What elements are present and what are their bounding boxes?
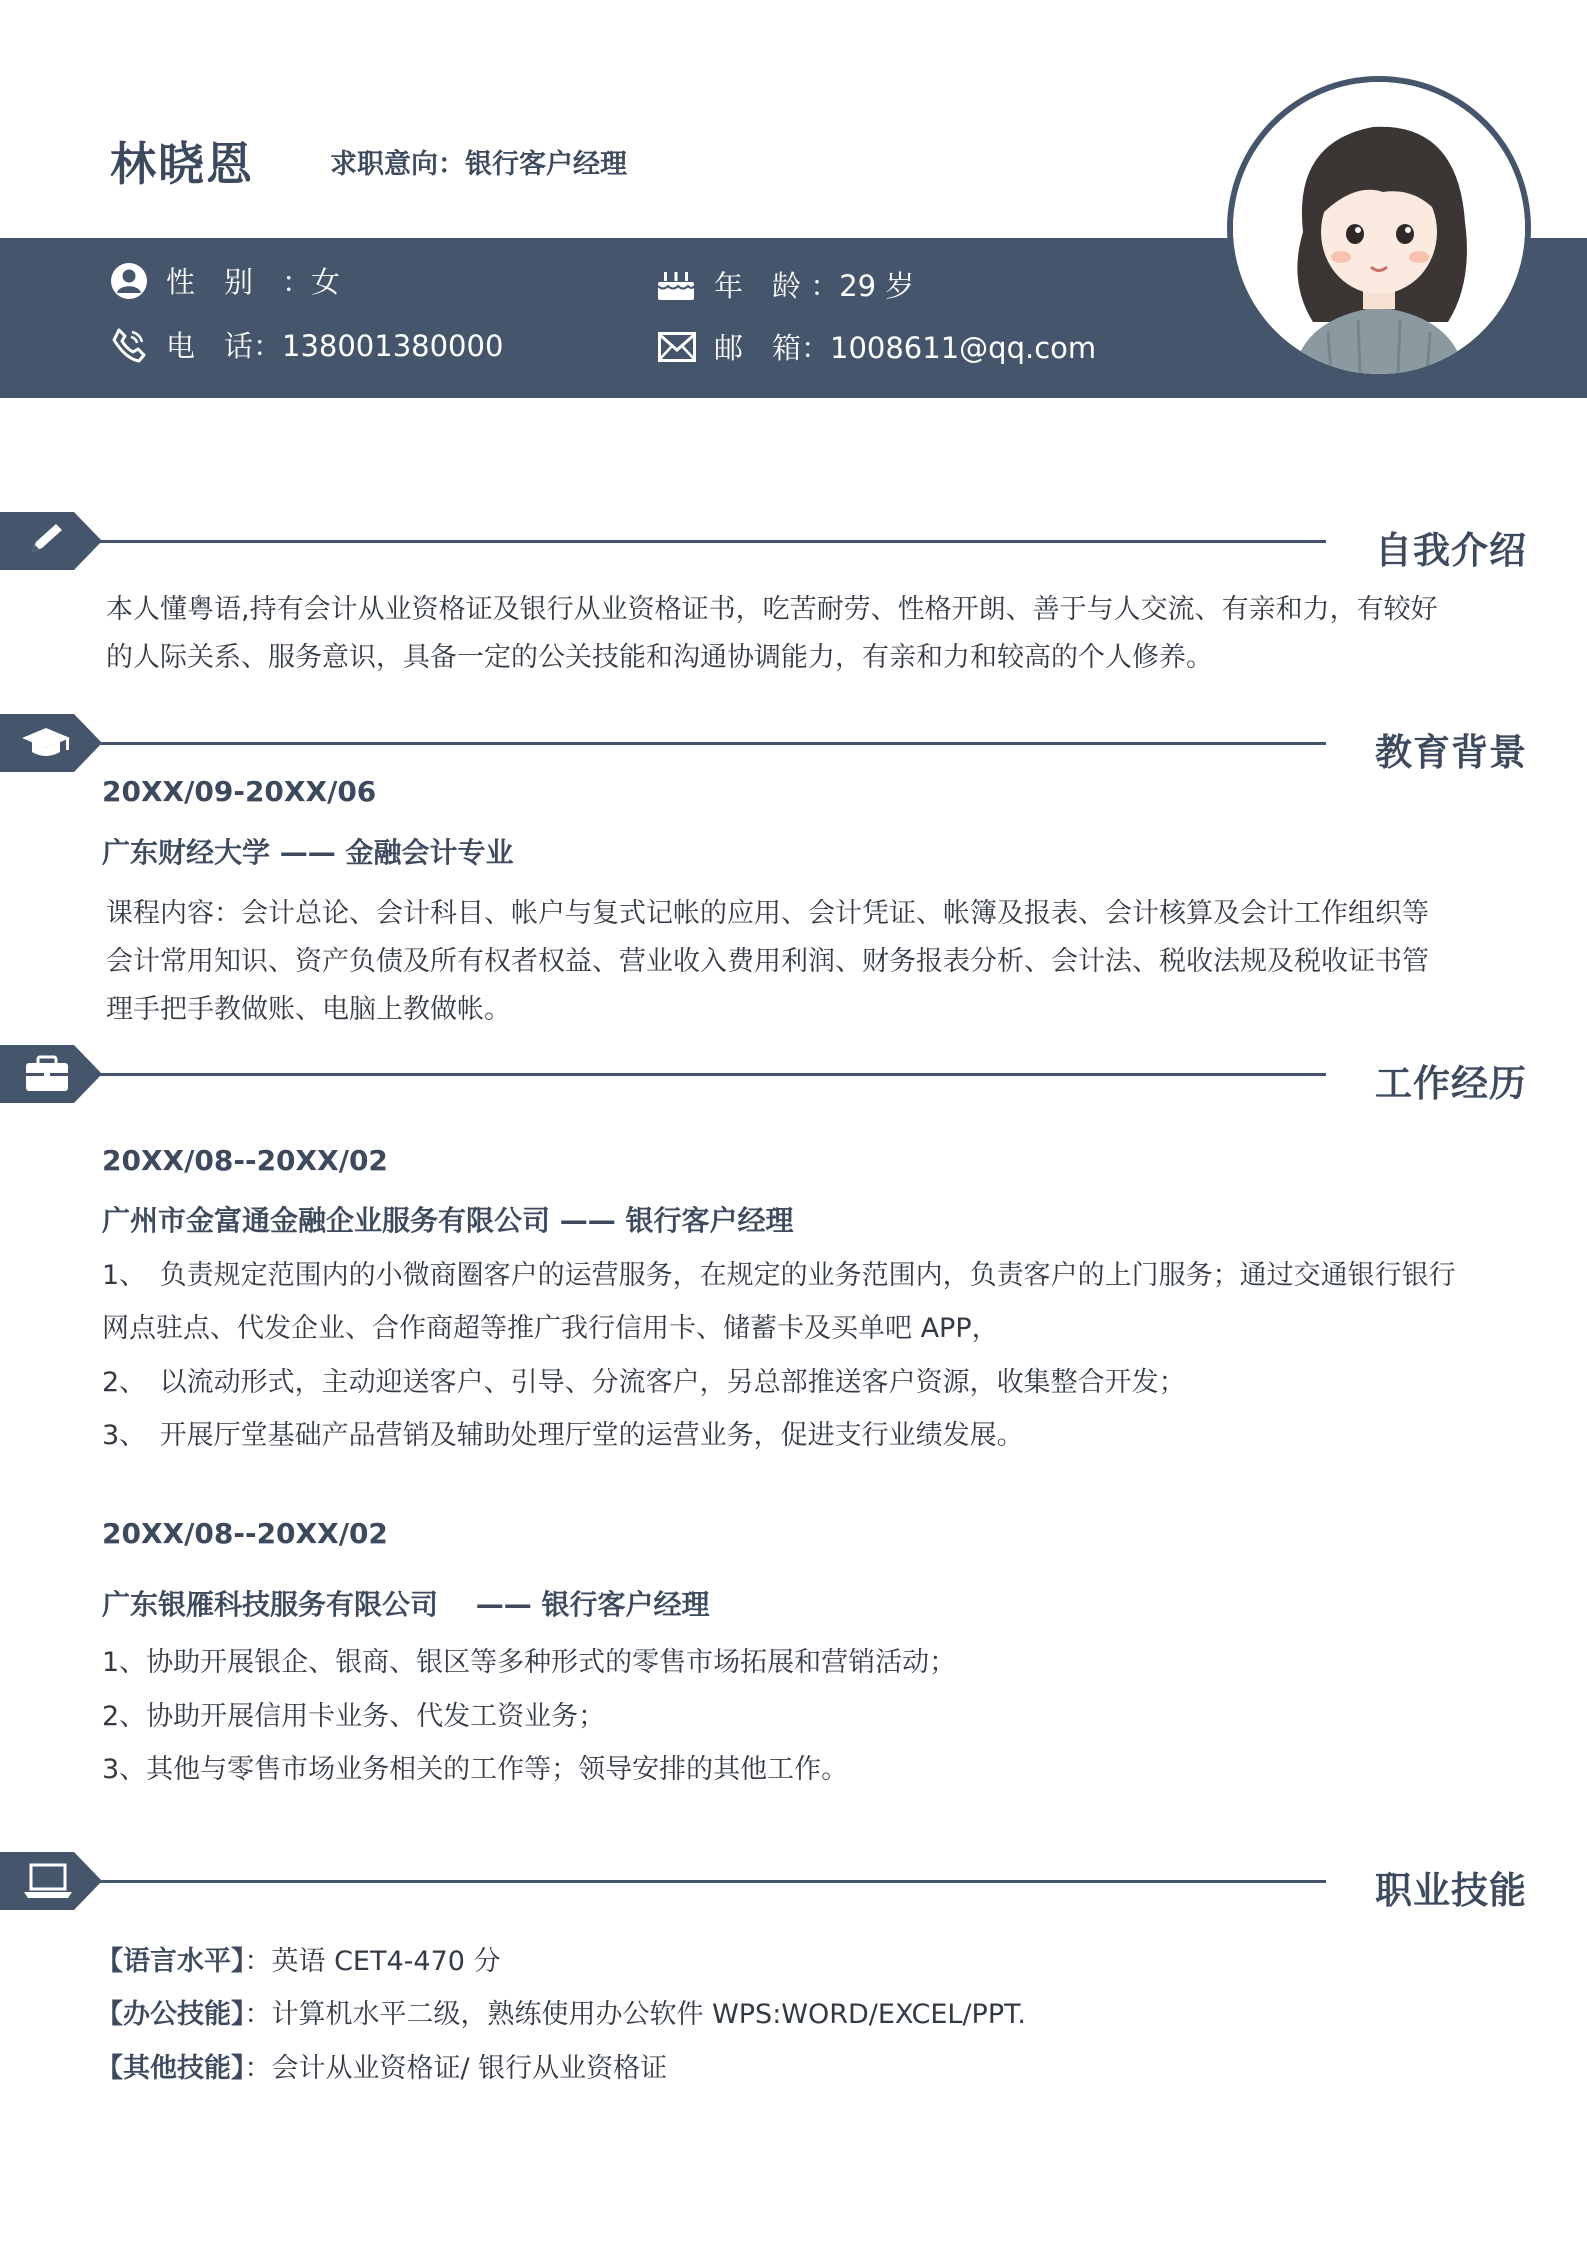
intro-text: [106, 586, 1506, 682]
job1-line: 1、 负责规定范围内的小微商圈客户的运营服务，在规定的业务范围内，负责客户的上门服务；通过交通银行银行: [102, 1260, 1456, 1291]
email-text: 邮 箱：1008611@qq.com: [714, 331, 1097, 365]
education-line: 理手把手教做账、电脑上教做帐。: [106, 994, 511, 1025]
photo-frame: [1227, 76, 1531, 380]
intro-divider: [96, 540, 1326, 543]
job2-period: 20XX/08--20XX/02: [102, 1517, 388, 1550]
work-tab: [0, 1045, 102, 1103]
education-tab: [0, 714, 102, 772]
education-title: 教育背景: [1375, 731, 1527, 774]
intro-title: 自我介绍: [1375, 529, 1527, 572]
skill-item: [96, 1939, 501, 1978]
cake-icon: [656, 268, 696, 302]
gender-text: 性 别 ：女: [166, 265, 341, 299]
skill-item: [96, 2046, 667, 2085]
phone-row: [110, 324, 503, 365]
skills-tab: [0, 1852, 102, 1910]
education-line: 会计常用知识、资产负债及所有权者权益、营业收入费用利润、财务报表分析、会计法、税收法规及税收证书管: [106, 946, 1429, 977]
education-period: 20XX/09-20XX/06: [102, 775, 377, 808]
skill-value: ：会计从业资格证/ 银行从业资格证: [244, 2053, 668, 2084]
skill-label: 【办公技能】: [96, 1999, 245, 2030]
job1-line: 2、 以流动形式，主动迎送客户、引导、分流客户，另总部推送客户资源，收集整合开发；: [102, 1367, 1186, 1398]
phone-icon: [110, 326, 148, 364]
gender-row: [110, 260, 340, 301]
job1-line: 3、 开展厅堂基础产品营销及辅助处理厅堂的运营业务，促进支行业绩发展。: [102, 1420, 1024, 1451]
skill-value: ：计算机水平二级，熟练使用办公软件 WPS:WORD/EXCEL/PPT.: [244, 1999, 1026, 2030]
mail-icon: [658, 332, 696, 362]
job2-line: 2、协助开展信用卡业务、代发工资业务；: [102, 1701, 606, 1732]
job-intention: 求职意向：银行客户经理: [330, 149, 627, 180]
skill-label: 【其他技能】: [96, 2053, 245, 2084]
skill-item: [96, 1992, 1026, 2031]
work-divider: [96, 1073, 1326, 1076]
education-school: 广东财经大学 —— 金融会计专业: [102, 836, 514, 869]
job2-line: 1、协助开展银企、银商、银区等多种形式的零售市场拓展和营销活动；: [102, 1647, 957, 1678]
age-text: 年 龄 ：29 岁: [714, 269, 915, 303]
work-title: 工作经历: [1375, 1062, 1527, 1105]
skills-title: 职业技能: [1375, 1869, 1527, 1912]
skill-label: 【语言水平】: [96, 1946, 245, 1977]
user-icon: [110, 262, 148, 300]
avatar: [1233, 82, 1525, 374]
age-row: [656, 264, 914, 305]
job2-company: 广东银雁科技服务有限公司 —— 银行客户经理: [102, 1588, 710, 1621]
job1-company: 广州市金富通金融企业服务有限公司 —— 银行客户经理: [102, 1204, 794, 1237]
resume-name: 林晓恩: [110, 137, 254, 191]
job2-line: 3、其他与零售市场业务相关的工作等；领导安排的其他工作。: [102, 1754, 849, 1785]
intro-line: 本人懂粤语,持有会计从业资格证及银行从业资格证书，吃苦耐劳、性格开朗、善于与人交流、有亲和力，有较好: [106, 594, 1438, 625]
skill-value: ：英语 CET4-470 分: [244, 1946, 501, 1977]
education-line: 课程内容：会计总论、会计科目、帐户与复式记帐的应用、会计凭证、帐簿及报表、会计核算及会计工作组织等: [106, 898, 1429, 929]
job1-period: 20XX/08--20XX/02: [102, 1144, 388, 1177]
intro-line: 的人际关系、服务意识，具备一定的公关技能和沟通协调能力，有亲和力和较高的个人修养。: [106, 642, 1213, 673]
phone-text: 电 话：138001380000: [166, 329, 504, 363]
email-row: [658, 326, 1096, 367]
job1-line: 网点驻点、代发企业、合作商超等推广我行信用卡、储蓄卡及买单吧 APP，: [102, 1313, 999, 1344]
skills-divider: [96, 1880, 1326, 1883]
education-divider: [96, 742, 1326, 745]
education-text: [106, 890, 1506, 1034]
intro-tab: [0, 512, 102, 570]
